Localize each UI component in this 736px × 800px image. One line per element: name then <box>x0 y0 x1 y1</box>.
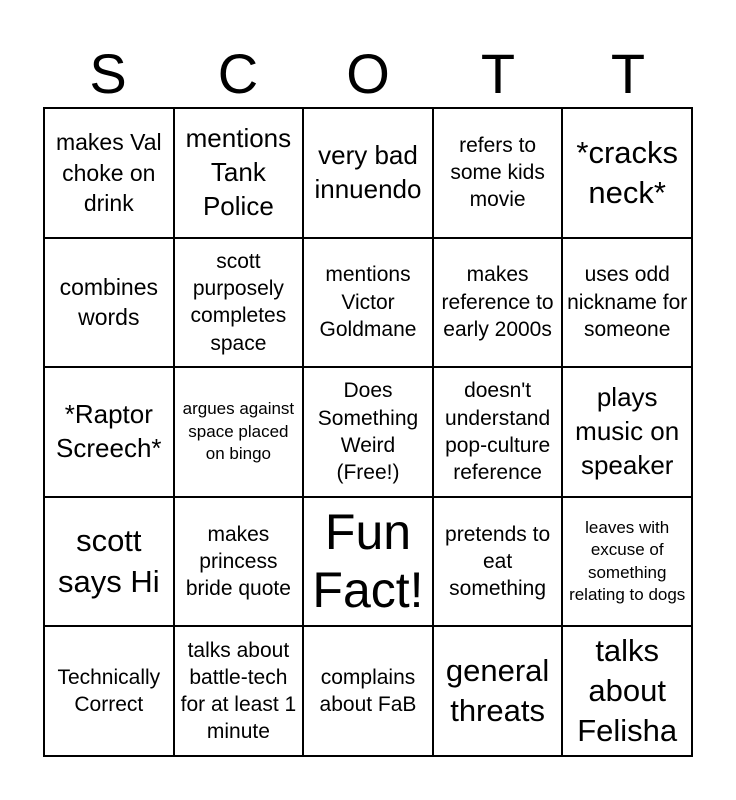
bingo-cell[interactable] <box>174 238 304 368</box>
bingo-cell[interactable] <box>433 367 563 497</box>
header-letter-o: O <box>346 42 390 105</box>
cell-text: talks about Felisha <box>577 632 678 749</box>
bingo-cell[interactable] <box>433 626 563 756</box>
cell-text: *cracks neck* <box>576 134 679 210</box>
bingo-cell[interactable] <box>303 497 433 627</box>
cell-text: scott purposely completes space <box>190 249 287 355</box>
cell-text: *Raptor Screech* <box>56 399 162 463</box>
bingo-cell[interactable] <box>303 238 433 368</box>
cell-text: complains about FaB <box>319 665 417 717</box>
bingo-cell[interactable] <box>44 367 174 497</box>
cell-text: Technically Correct <box>57 665 161 717</box>
header-letter-t1: T <box>480 42 516 105</box>
cell-text: makes reference to early 2000s <box>441 263 554 342</box>
cell-text: makes Val choke on drink <box>55 129 162 216</box>
bingo-board <box>43 107 693 757</box>
bingo-cell[interactable] <box>562 238 692 368</box>
bingo-cell[interactable] <box>174 626 304 756</box>
bingo-cell[interactable] <box>562 367 692 497</box>
cell-text: leaves with excuse of something relating to dogs <box>569 517 686 605</box>
cell-text: talks about battle-tech for at least 1 minute <box>180 638 297 744</box>
bingo-cell[interactable] <box>433 497 563 627</box>
bingo-cell[interactable] <box>174 367 304 497</box>
bingo-cell[interactable] <box>44 497 174 627</box>
cell-text: mentions Tank Police <box>185 123 292 221</box>
bingo-cell[interactable] <box>433 238 563 368</box>
cell-text: doesn't understand pop-culture reference <box>445 379 551 485</box>
bingo-header <box>43 40 693 108</box>
cell-text: refers to some kids movie <box>450 133 545 212</box>
cell-text: makes princess bride quote <box>185 522 291 601</box>
bingo-cell[interactable] <box>303 367 433 497</box>
bingo-cell[interactable] <box>44 626 174 756</box>
cell-text: very bad innuendo <box>314 140 422 204</box>
bingo-cell[interactable] <box>174 497 304 627</box>
cell-text: argues against space placed on bingo <box>182 399 295 464</box>
cell-text: scott says Hi <box>57 523 160 599</box>
header-letter-t2: T <box>610 42 646 105</box>
cell-text: pretends to eat something <box>445 522 551 601</box>
header-letter-s: S <box>89 42 127 105</box>
bingo-cell[interactable] <box>303 626 433 756</box>
cell-text: combines words <box>59 274 159 331</box>
header-letter-c: C <box>217 42 259 105</box>
cell-text: plays music on speaker <box>575 382 680 480</box>
cell-text: Fun Fact! <box>312 504 424 618</box>
bingo-cell[interactable] <box>562 626 692 756</box>
bingo-cell[interactable] <box>174 108 304 238</box>
cell-text: mentions Victor Goldmane <box>319 263 417 342</box>
bingo-cell[interactable] <box>303 108 433 238</box>
bingo-cell[interactable] <box>433 108 563 238</box>
bingo-cell[interactable] <box>562 108 692 238</box>
cell-text: Does Something Weird (Free!) <box>317 379 419 485</box>
bingo-cell[interactable] <box>44 238 174 368</box>
bingo-cell[interactable] <box>562 497 692 627</box>
bingo-cell[interactable] <box>44 108 174 238</box>
cell-text: general threats <box>445 652 550 729</box>
cell-text: uses odd nickname for someone <box>567 263 688 342</box>
